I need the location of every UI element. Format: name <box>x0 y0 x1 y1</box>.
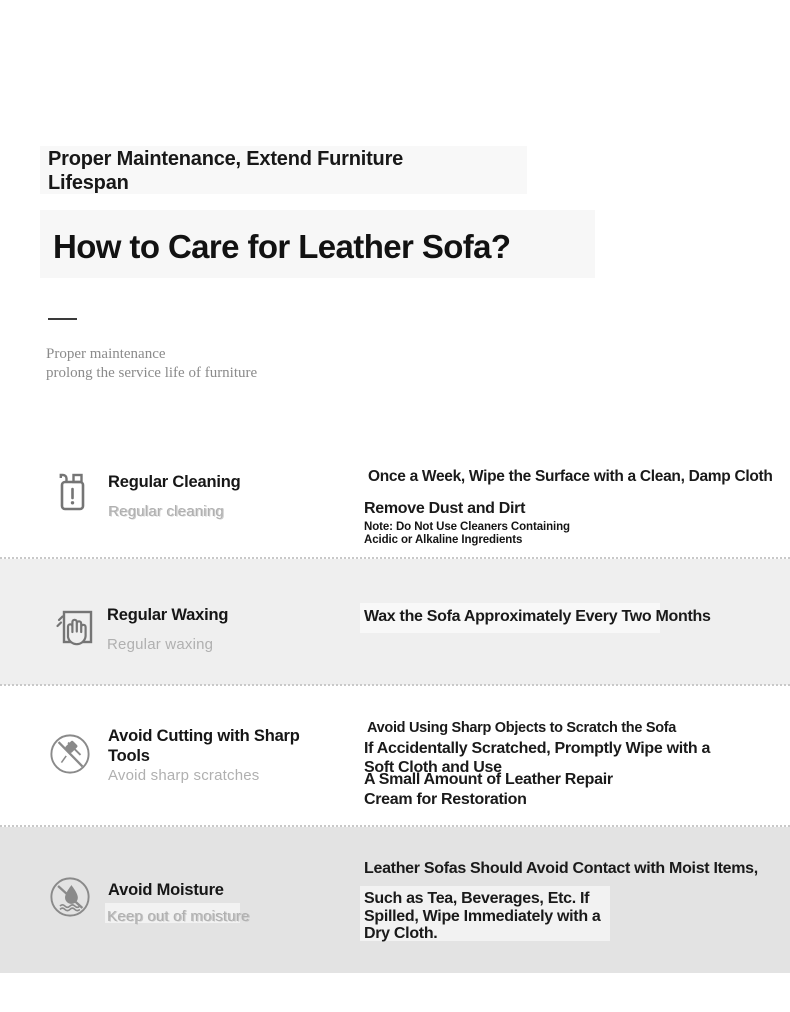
cleaning-note <box>364 521 570 547</box>
moisture-detail-2 <box>364 890 601 943</box>
cleaning-note-line2: Acidic or Alkaline Ingredients <box>364 534 523 546</box>
row-cleaning-subtitle: Regular cleaning <box>108 503 224 520</box>
separator-3 <box>0 825 790 827</box>
moisture-detail-2-line2: Spilled, Wipe Immediately with a <box>364 907 601 925</box>
separator-1 <box>0 557 790 559</box>
cleaning-detail-1: Once a Week, Wipe the Surface with a Clean, Damp Cloth <box>368 468 773 485</box>
sharp-detail-2-line1: If Accidentally Scratched, Promptly Wipe with a <box>364 740 711 757</box>
tagline-line2: prolong the service life of furniture <box>46 364 258 381</box>
kicker-line1: Proper Maintenance, Extend Furniture <box>48 148 404 170</box>
sharp-detail-1: Avoid Using Sharp Objects to Scratch the Sofa <box>367 720 677 736</box>
tagline <box>46 345 257 382</box>
page-title: How to Care for Leather Sofa? <box>53 228 511 265</box>
cleaning-bottle-icon <box>54 468 90 516</box>
row-moisture-subtitle: Keep out of moisture <box>107 908 250 925</box>
moisture-detail-2-line1: Such as Tea, Beverages, Etc. If <box>364 890 590 907</box>
page-kicker <box>48 147 403 195</box>
row-waxing-title: Regular Waxing <box>107 606 229 624</box>
kicker-line2: Lifespan <box>48 172 129 194</box>
row-waxing-subtitle: Regular waxing <box>107 636 214 653</box>
moisture-detail-2-line3: Dry Cloth. <box>364 925 438 942</box>
tagline-line1: Proper maintenance <box>46 346 166 362</box>
separator-2 <box>0 684 790 686</box>
no-moisture-icon <box>49 876 91 918</box>
waxing-detail-1: Wax the Sofa Approximately Every Two Months <box>364 608 711 625</box>
divider-rule <box>48 318 77 320</box>
cleaning-note-line1: Note: Do Not Use Cleaners Containing <box>364 521 570 533</box>
cleaning-detail-2: Remove Dust and Dirt <box>364 500 526 517</box>
sharp-detail-3-line2: Cream for Restoration <box>364 791 527 808</box>
row-moisture-title: Avoid Moisture <box>108 881 224 899</box>
wiping-hand-icon <box>51 605 97 651</box>
no-sharp-pin-icon <box>49 733 91 775</box>
moisture-detail-1: Leather Sofas Should Avoid Contact with Moist Items, <box>364 860 758 877</box>
row-sharp-subtitle: Avoid sharp scratches <box>108 767 260 784</box>
row-sharp-title: Avoid Cutting with Sharp Tools <box>108 727 300 765</box>
sharp-detail-2-line2: Soft Cloth and Use <box>364 758 502 776</box>
sharp-detail-3-line1: A Small Amount of Leather Repair <box>364 771 613 788</box>
sharp-detail-3 <box>364 770 613 810</box>
row-cleaning-title: Regular Cleaning <box>108 473 241 491</box>
